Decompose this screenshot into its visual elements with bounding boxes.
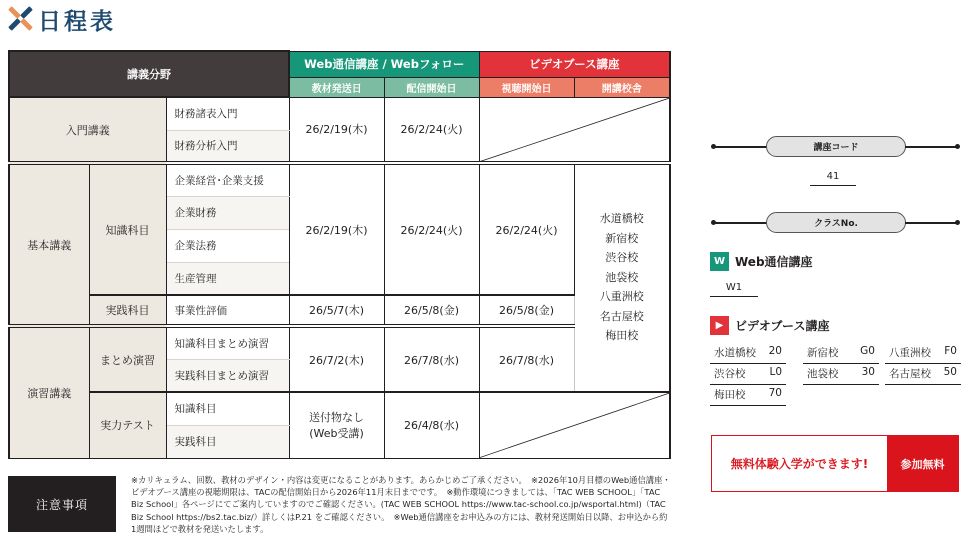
web-course-heading — [710, 252, 813, 271]
web-class-code: W1 — [710, 282, 758, 297]
subject-cell: 実践科目 — [166, 425, 289, 458]
schedule-table — [8, 50, 671, 459]
school-name: 名古屋校 — [889, 368, 931, 380]
section-knowledge: 知識科目 — [89, 163, 166, 295]
free-join-button[interactable]: 参加無料 — [887, 436, 958, 491]
subject-cell: 企業経営･企業支援 — [166, 163, 289, 196]
school-name: 渋谷校 — [714, 368, 746, 380]
web-course-label: Web通信講座 — [735, 255, 813, 269]
title-text: 日程表 — [38, 8, 116, 35]
school-code: L0 — [769, 366, 782, 378]
header-web-group: Web通信講座 / Webフォロー — [289, 51, 479, 77]
school-code-item — [803, 366, 879, 385]
stream-date: 26/7/8(水) — [384, 326, 479, 392]
subject-cell: 実践科目まとめ演習 — [166, 359, 289, 392]
table-row — [9, 326, 670, 359]
subject-cell: 知識科目 — [166, 392, 289, 425]
material-note-line1: 送付物なし — [309, 411, 365, 425]
notes-label: 注意事項 — [8, 476, 116, 532]
header-material-date: 教材発送日 — [289, 77, 384, 97]
school-code: 50 — [943, 366, 957, 378]
subject-cell: 財務諸表入門 — [166, 97, 289, 130]
school-item: 梅田校 — [605, 329, 639, 342]
cross-logo-icon — [8, 6, 34, 32]
stream-date: 26/2/24(火) — [384, 97, 479, 163]
subject-cell: 生産管理 — [166, 262, 289, 295]
school-code-item — [803, 345, 879, 364]
video-course-heading — [710, 316, 829, 335]
school-code: F0 — [944, 345, 957, 357]
video-booth-icon: ▶ — [710, 316, 729, 335]
school-code-item — [710, 345, 786, 364]
course-code-value: 41 — [810, 171, 856, 186]
not-applicable-cell — [479, 97, 670, 163]
school-code-item — [710, 366, 786, 385]
video-course-label: ビデオブース講座 — [735, 319, 830, 333]
video-start-date: 26/2/24(火) — [479, 163, 574, 295]
subject-cell: 企業財務 — [166, 196, 289, 229]
free-trial-text[interactable]: 無料体験入学ができます! — [730, 457, 869, 471]
school-list — [574, 163, 670, 392]
school-item: 水道橋校 — [599, 212, 644, 225]
video-start-date: 26/5/8(金) — [479, 295, 574, 326]
header-video-group: ビデオブース講座 — [479, 51, 670, 77]
header-category: 講義分野 — [9, 51, 289, 97]
subject-cell: 知識科目まとめ演習 — [166, 326, 289, 359]
school-item: 池袋校 — [605, 270, 639, 284]
divider — [713, 146, 768, 148]
subject-cell: 財務分析入門 — [166, 130, 289, 163]
school-name: 新宿校 — [807, 347, 839, 359]
school-item: 新宿校 — [605, 231, 639, 245]
material-date: 26/2/19(木) — [289, 97, 384, 163]
header-video-start: 視聴開始日 — [479, 77, 574, 97]
group-intro: 入門講義 — [9, 97, 166, 163]
stream-date: 26/4/8(水) — [384, 392, 479, 458]
course-code-header — [711, 136, 961, 158]
not-applicable-cell — [479, 392, 670, 458]
web-course-icon: W — [710, 252, 729, 271]
class-no-header — [711, 212, 961, 234]
subject-cell: 事業性評価 — [166, 295, 289, 326]
school-code: 20 — [768, 345, 782, 357]
material-date: 26/5/7(木) — [289, 295, 384, 326]
school-name: 八重洲校 — [889, 347, 931, 359]
subject-cell: 企業法務 — [166, 229, 289, 262]
material-note-line2: (Web受講) — [309, 427, 364, 441]
video-start-date: 26/7/8(水) — [479, 326, 574, 392]
school-code: 30 — [861, 366, 875, 378]
course-code-label: 講座コード — [766, 136, 906, 157]
group-basic: 基本講義 — [9, 163, 89, 326]
table-row — [9, 163, 670, 196]
diagonal-slash-icon — [480, 98, 670, 162]
section-practical: 実践科目 — [89, 295, 166, 326]
material-date — [289, 392, 384, 458]
free-trial-banner[interactable] — [711, 435, 959, 492]
section-test: 実力テスト — [89, 392, 166, 458]
table-row — [9, 392, 670, 425]
school-item: 渋谷校 — [605, 251, 639, 264]
divider — [905, 222, 957, 224]
school-item: 八重洲校 — [599, 290, 644, 303]
dot-icon — [955, 144, 960, 149]
header-school: 開講校舎 — [574, 77, 670, 97]
school-name: 池袋校 — [807, 368, 839, 380]
section-summary: まとめ演習 — [89, 326, 166, 392]
school-code: G0 — [860, 345, 875, 357]
school-item: 名古屋校 — [599, 309, 644, 323]
school-code-item — [885, 345, 961, 364]
material-date: 26/2/19(木) — [289, 163, 384, 295]
header-stream-date: 配信開始日 — [384, 77, 479, 97]
material-date: 26/7/2(木) — [289, 326, 384, 392]
table-row — [9, 97, 670, 130]
page-title — [8, 4, 116, 34]
class-no-label: クラスNo. — [766, 212, 906, 233]
school-code-item — [885, 366, 961, 385]
notes-text: ※カリキュラム、回数、教材のデザイン・内容は変更になることがあります。あらかじめご了承ください。 ※2026年10月目標のWeb通信講座・ビデオブース講座の視聴期限は、TACの配信開始日から2026年11月末日までです。 ※動作環境につきましては、「TAC WEB SCHOOL」「TAC Biz School」各ページにてご案内していますのでご確認ください。(TAC WEB SCHOOL https://www.tac-school.co.jp/wsportal.html)（TAC Biz School https://bs2.tac.biz/）詳しくはP.21 をご確認ください。 ※Web通信講座をお申込みの方には、教材発送開始日以降、お申込から約1週間ほどで教材を発送いたします。 — [131, 475, 671, 534]
school-code: 70 — [768, 387, 782, 399]
school-name: 梅田校 — [714, 389, 746, 401]
stream-date: 26/5/8(金) — [384, 295, 479, 326]
divider — [713, 222, 768, 224]
table-row — [9, 295, 670, 326]
stream-date: 26/2/24(火) — [384, 163, 479, 295]
school-name: 水道橋校 — [714, 347, 756, 359]
diagonal-slash-icon — [480, 393, 670, 458]
divider — [905, 146, 957, 148]
dot-icon — [955, 220, 960, 225]
school-code-item — [710, 387, 786, 406]
group-exercise: 演習講義 — [9, 326, 89, 458]
